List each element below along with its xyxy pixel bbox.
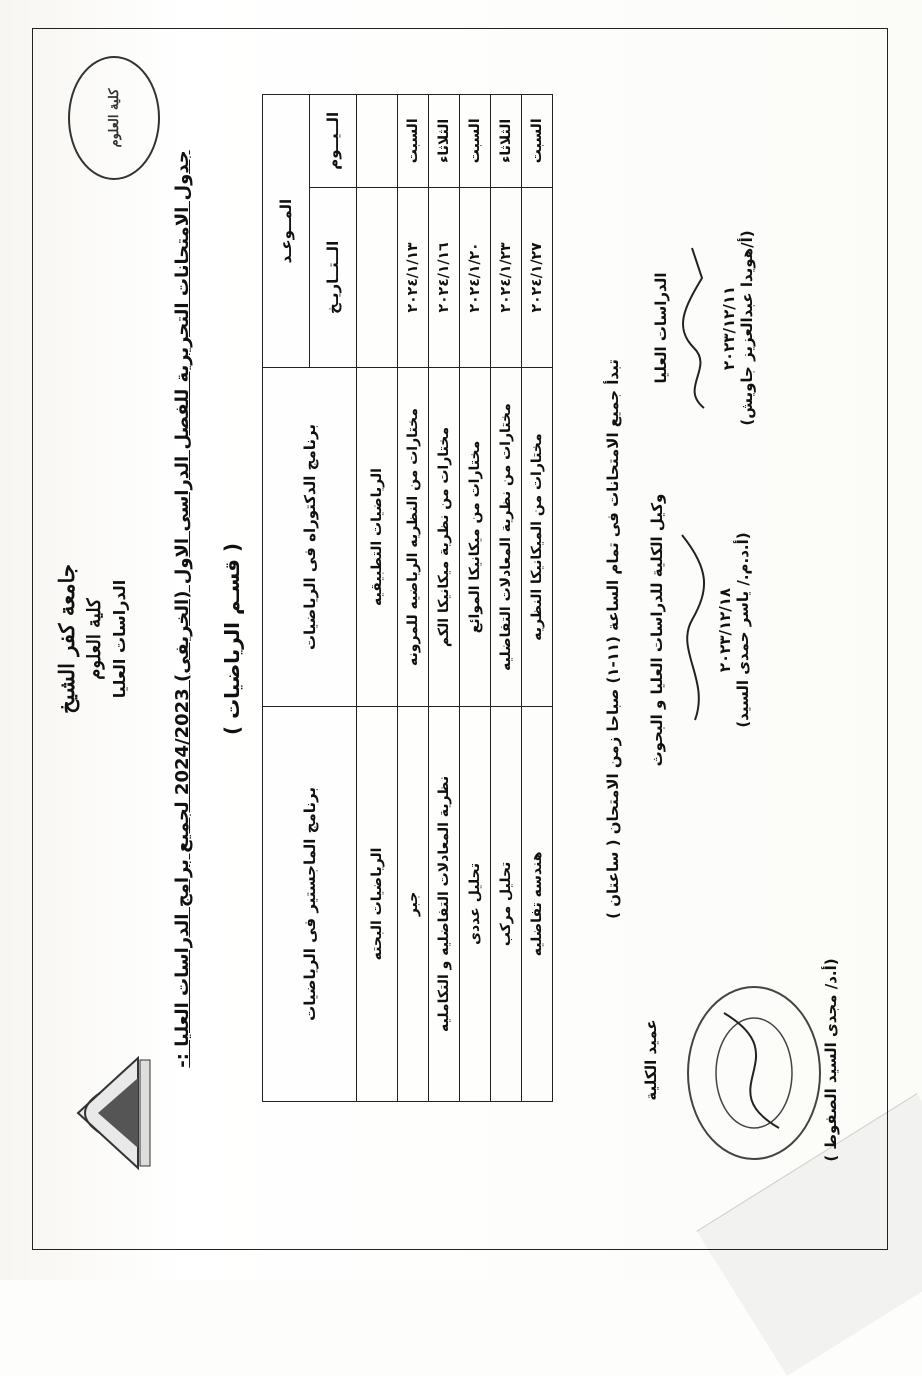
- dean-title: عميد الكلية: [642, 1019, 660, 1101]
- date-cell: ٢٠٢٤/١/٢٣: [491, 187, 522, 368]
- day-cell: السبت: [460, 95, 491, 188]
- postgrad-title: الدراسات العليا: [652, 272, 670, 384]
- day-header: الــيــوم: [310, 95, 357, 188]
- spec-empty-cell: [357, 187, 398, 368]
- document-title: [172, 118, 193, 1100]
- university-name: جامعة كفر الشيخ: [54, 564, 79, 714]
- exam-time-note: تبدأ جميع الامتحانات فى تمام الساعة (١١-١) صباحا زمن الامتحان ( ساعتان ): [604, 359, 622, 919]
- vice-dean-date: ٢٠٢٣/١٢/١٨: [716, 587, 734, 673]
- masters-course-cell: هندسه تفاضليه: [522, 706, 553, 1101]
- doctorate-program-label: برنامج الدكتوراه فى الرياضيات: [300, 424, 319, 651]
- rotated-document: [32, 28, 888, 1250]
- dean-signature-block: [642, 910, 660, 1210]
- masters-header: [263, 706, 357, 1101]
- vice-dean-signature-block: [648, 480, 752, 780]
- date-cell: ٢٠٢٤/١/١٦: [429, 187, 460, 368]
- signature-scribble-icon: [670, 530, 714, 730]
- date-header: الــتــاريـخ: [310, 187, 357, 368]
- department-name: الدراسات العليا: [110, 579, 129, 699]
- postgrad-date: ٢٠٢٣/١٢/١١: [720, 285, 738, 371]
- table-row: [398, 95, 429, 1102]
- table-header-row: [263, 95, 310, 1102]
- faculty-name: كلية العلوم: [84, 598, 105, 680]
- postgrad-name: (أ/هويدا عبدالعزيز جاويش): [738, 230, 756, 426]
- date-cell: ٢٠٢٤/١/١٣: [398, 187, 429, 368]
- masters-course-cell: تحليل مركب: [491, 706, 522, 1101]
- doctorate-course-cell: مختارات من ميكانيكا الموائع: [460, 368, 491, 707]
- day-cell: الثلاثاء: [491, 95, 522, 188]
- date-cell: ٢٠٢٤/١/٢٧: [522, 187, 553, 368]
- doctorate-course-cell: مختارات من الميكانيكا النظريه: [522, 368, 553, 707]
- spec-empty-cell: [357, 95, 398, 188]
- masters-specialization: الرياضيات البحته: [357, 706, 398, 1101]
- table-row: [522, 95, 553, 1102]
- doctorate-header: [263, 368, 357, 707]
- table-row: [491, 95, 522, 1102]
- doctorate-course-cell: مختارات من نظرية المعادلات التفاضليه: [491, 368, 522, 707]
- date-cell: ٢٠٢٤/١/٢٠: [460, 187, 491, 368]
- masters-course-cell: تحليل عددى: [460, 706, 491, 1101]
- masters-program-label: برنامج الماجستير فى الرياضيات: [300, 787, 319, 1021]
- exam-schedule-table: [262, 94, 553, 1102]
- dean-seal-icon: [687, 986, 821, 1160]
- seal-signature-icon: [699, 998, 809, 1148]
- doctorate-course-cell: مختارات من نظرية ميكانيكا الكم: [429, 368, 460, 707]
- doctorate-course-cell: مختارات من النظريه الرياضيه للمرونه: [398, 368, 429, 707]
- day-cell: الثلاثاء: [429, 95, 460, 188]
- vice-dean-name: (أ.د.م./ ياسر حمدى السيد): [734, 532, 752, 728]
- day-cell: السبت: [398, 95, 429, 188]
- day-cell: السبت: [522, 95, 553, 188]
- specialization-row: [357, 95, 398, 1102]
- masters-course-cell: نظرية المعادلات التفاضليه و التكامليه: [429, 706, 460, 1101]
- schedule-header: المــوعـد: [263, 95, 310, 368]
- table-row: [460, 95, 491, 1102]
- seal-text: كلية العلوم: [106, 88, 122, 148]
- dean-name: (أ.د/ مجدى السيد الصفوط ): [822, 958, 840, 1162]
- vice-dean-title: وكيل الكلية للدراسات العليا و البحوث: [648, 493, 666, 767]
- masters-course-cell: جبر: [398, 706, 429, 1101]
- doctorate-specialization: الرياضيات التطبيقيه: [357, 368, 398, 707]
- signature-scribble-icon: [674, 228, 718, 428]
- document-subtitle: ( قسـم الرياضيات ): [220, 542, 244, 736]
- document-title-text: جدول الامتحانات التحريرية للفصل الدراسى الاول (الخريفى) 2024/2023 لجميع برامج الدراسات العليا :-: [172, 150, 193, 1068]
- postgrad-signature-block: [652, 178, 756, 478]
- table-row: [429, 95, 460, 1102]
